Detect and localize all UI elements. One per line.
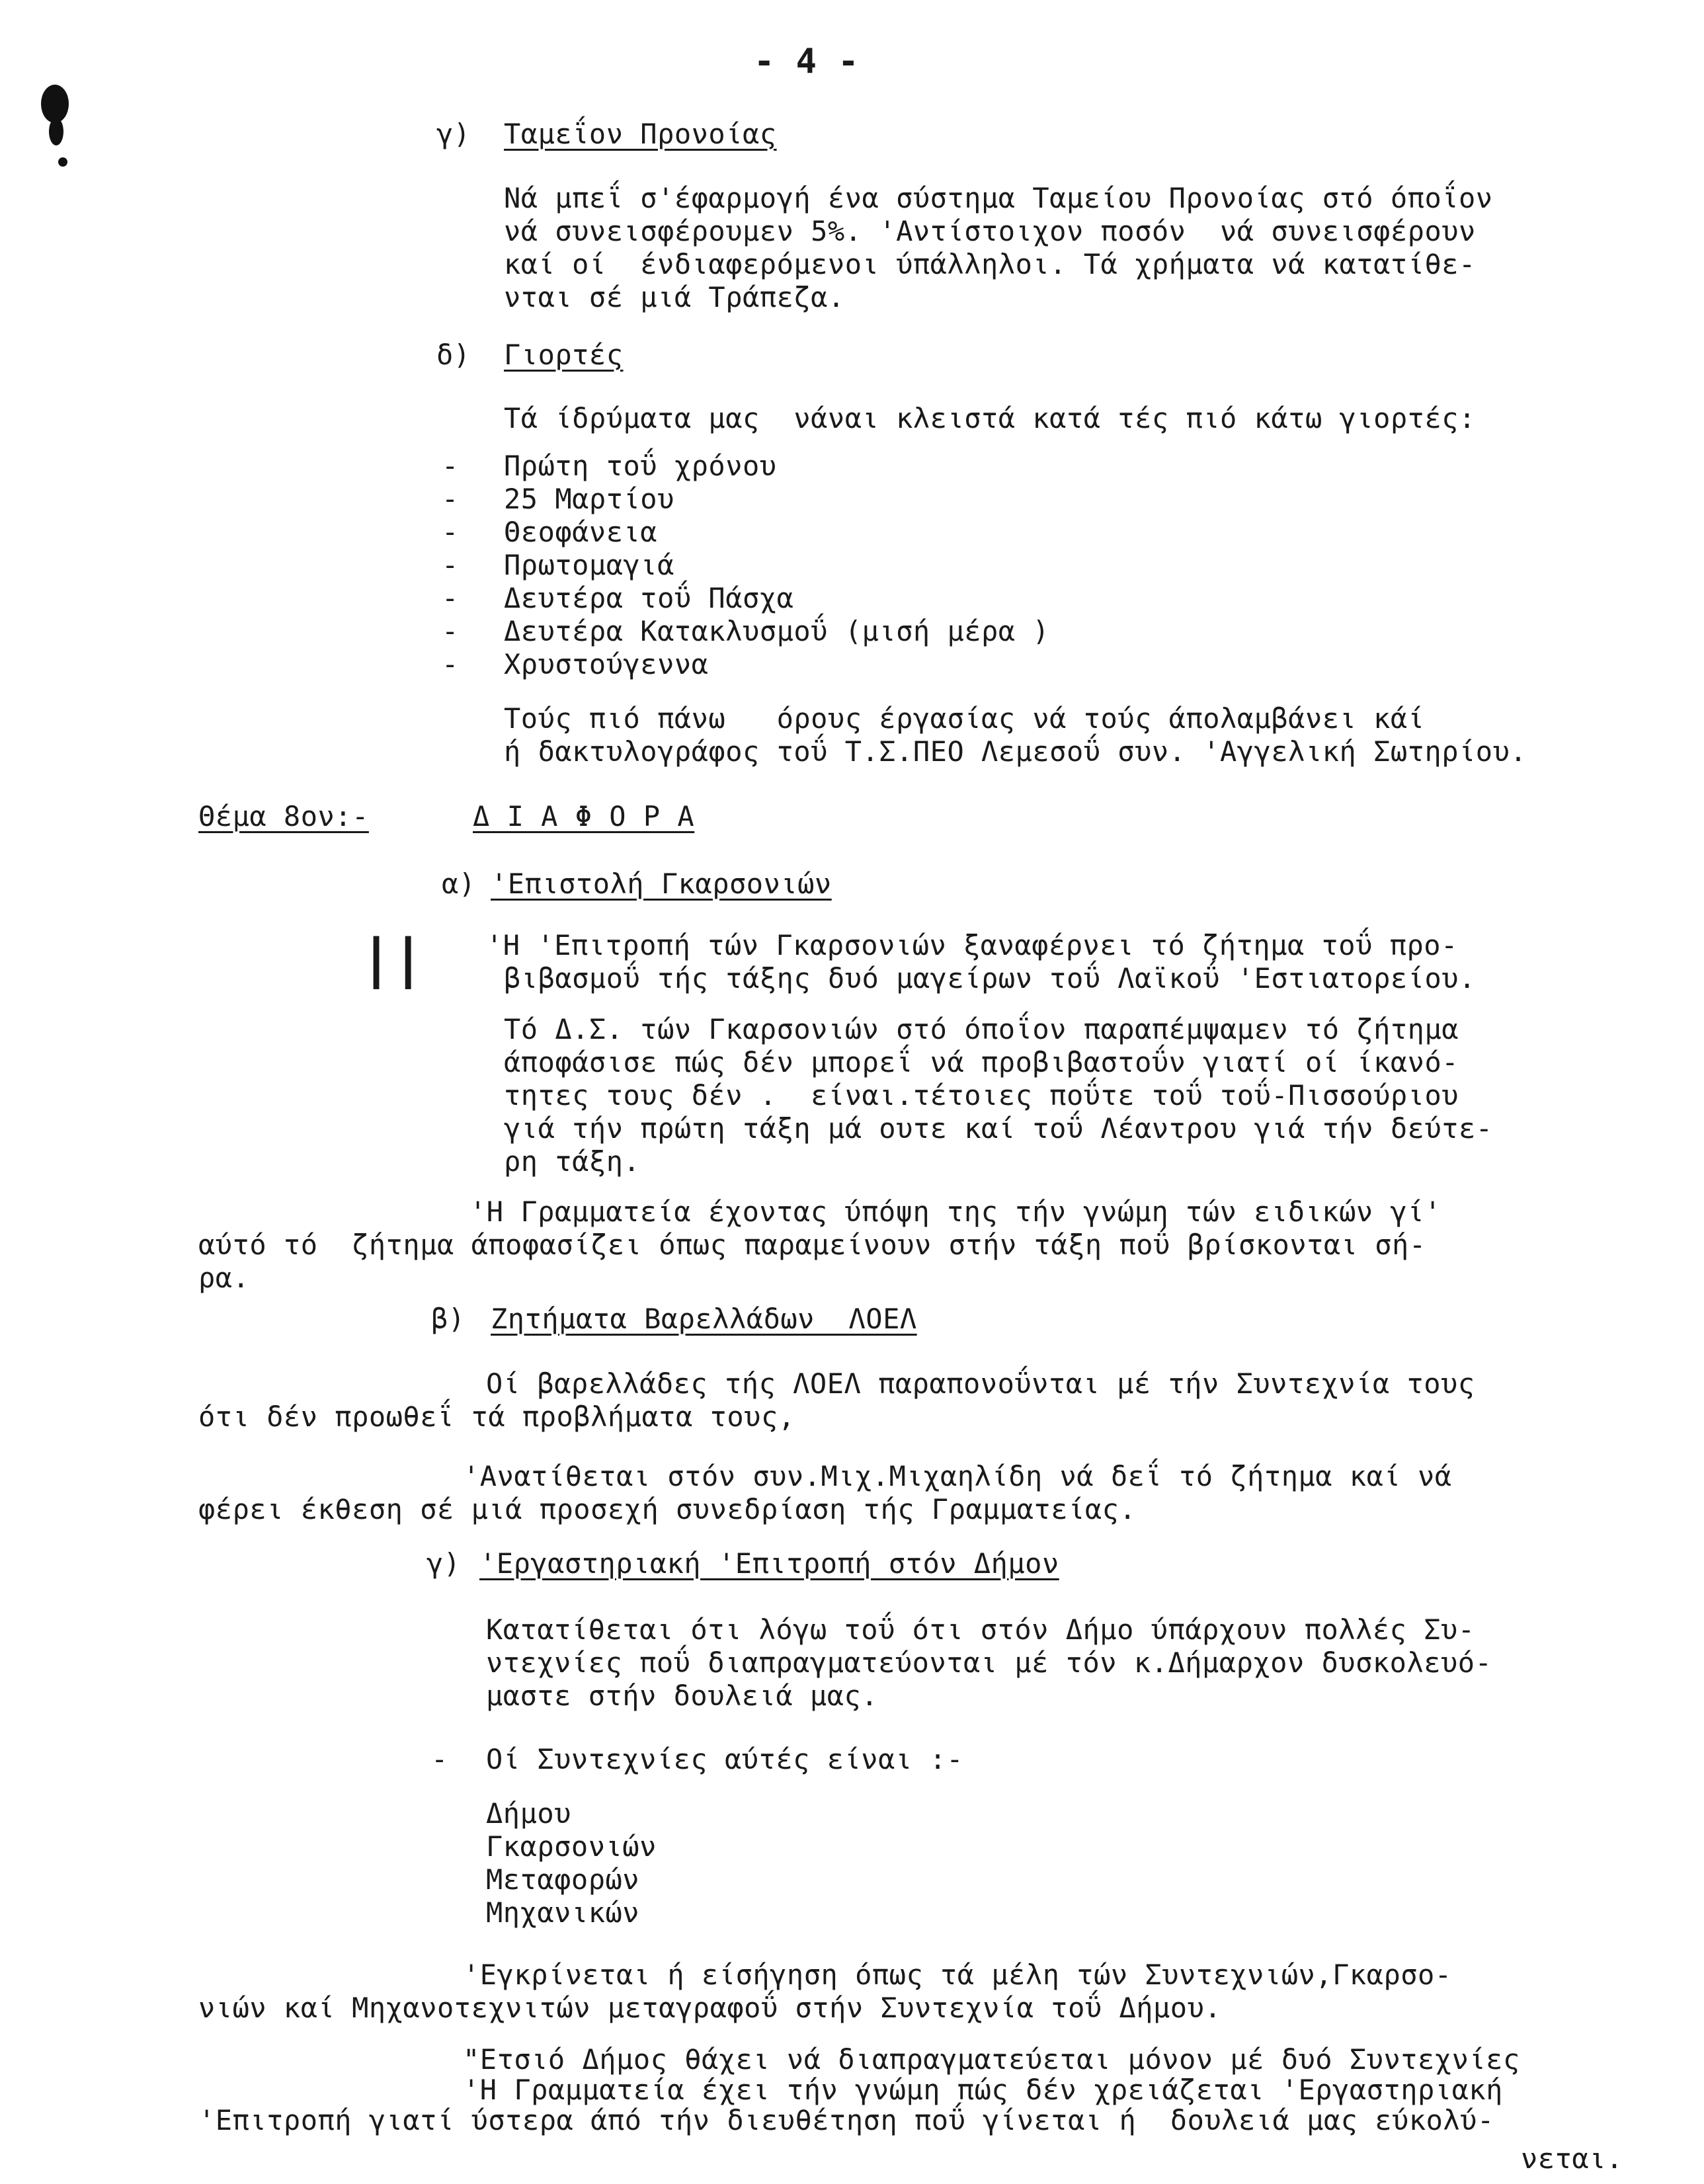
section-8b-letter: β) bbox=[431, 1303, 466, 1335]
holiday-item: Δευτέρα Κατακλυσμοΰ (μισή μέρα ) bbox=[504, 615, 1050, 647]
holiday-item: Θεοφάνεια bbox=[504, 516, 658, 548]
section-8c-para1: ντεχνίες ποΰ διαπραγματεύονται μέ τόν κ.Δήμαρχον δυσκολευό- bbox=[486, 1646, 1492, 1679]
section-8a-para2: Τό Δ.Σ. τών Γκαρσονιών στό όποΐον παραπέμψαμεν τό ζήτημα bbox=[504, 1013, 1459, 1045]
section-8b-para1: Οί βαρελλάδες τής ΛΟΕΛ παραπονοΰνται μέ τήν Συντεχνία τους bbox=[486, 1367, 1475, 1400]
section-8a-para1: 'Η 'Επιτροπή τών Γκαρσονιών ξαναφέρνει τό ζήτημα τοΰ προ- bbox=[486, 929, 1458, 961]
theme-label: Θέμα 8ον:- bbox=[198, 800, 369, 832]
section-8c-letter: γ) bbox=[426, 1547, 461, 1580]
section-8b-para2: 'Ανατίθεται στόν συν.Μιχ.Μιχαηλίδη νά δεΐ τό ζήτημα καί νά bbox=[463, 1460, 1452, 1492]
section-d-heading: Γιορτές bbox=[504, 339, 624, 371]
ink-blot bbox=[58, 157, 67, 167]
section-d-letter: δ) bbox=[436, 339, 471, 371]
holiday-item: Πρώτη τοΰ χρόνου bbox=[504, 450, 777, 482]
theme-title: Δ Ι Α Φ Ο Ρ Α bbox=[473, 800, 695, 832]
section-8a-para1: βιβασμοΰ τής τάξης δυό μαγείρων τοΰ Λαϊκοΰ 'Εστιατορείου. bbox=[504, 962, 1476, 994]
section-c-line: νά συνεισφέρουμεν 5%. 'Αντίστοιχον ποσόν νά συνεισφέρουν bbox=[504, 215, 1476, 247]
section-d-intro: Τά ίδρύματα μας νάναι κλειστά κατά τές πιό κάτω γιορτές: bbox=[504, 402, 1476, 434]
section-8c-para2: νιών καί Μηχανοτεχνιτών μεταγραφοΰ στήν Συντεχνία τοΰ Δήμου. bbox=[198, 1992, 1222, 2024]
section-c-heading: Ταμεΐον Προνοίας bbox=[504, 118, 777, 150]
margin-mark: || bbox=[360, 928, 425, 989]
section-8c-para3: 'Η Γραμματεία έχει τήν γνώμη πώς δέν χρειάζεται 'Εργαστηριακή bbox=[463, 2074, 1503, 2106]
holiday-item: Δευτέρα τοΰ Πάσχα bbox=[504, 582, 794, 614]
union-item: Γκαρσονιών bbox=[486, 1830, 657, 1863]
holiday-bullet: - bbox=[442, 648, 459, 680]
section-8c-para1: μαστε στήν δουλειά μας. bbox=[486, 1679, 879, 1712]
section-8c-para3: "Ετσιό Δήμος θάχει νά διαπραγματεύεται μόνον μέ δυό Συντεχνίες bbox=[463, 2043, 1520, 2076]
section-8a-para3: αύτό τό ζήτημα άποφασίζει όπως παραμείνουν στήν τάξη ποΰ βρίσκονται σή- bbox=[198, 1229, 1426, 1261]
holiday-bullet: - bbox=[442, 516, 459, 548]
holiday-bullet: - bbox=[442, 549, 459, 581]
section-8c-para3: 'Επιτροπή γιατί ύστερα άπό τήν διευθέτηση ποΰ γίνεται ή δουλειά μας εύκολύ- bbox=[198, 2104, 1494, 2136]
section-8a-para2: ρη τάξη. bbox=[504, 1145, 641, 1178]
section-8a-para2: γιά τήν πρώτη τάξη μά ουτε καί τοΰ Λέαντρου γιά τήν δεύτε- bbox=[504, 1112, 1493, 1145]
section-c-line: Νά μπεΐ σ'έφαρμογή ένα σύστημα Ταμείου Προνοίας στό όποΐον bbox=[504, 182, 1493, 214]
section-8b-heading: Ζητήματα Βαρελλάδων ΛΟΕΛ bbox=[491, 1303, 917, 1335]
holiday-item: 25 Μαρτίου bbox=[504, 483, 674, 515]
ink-blot bbox=[49, 118, 63, 145]
union-item: Δήμου bbox=[486, 1797, 571, 1830]
section-8a-para3: 'Η Γραμματεία έχοντας ύπόψη της τήν γνώμη τών ειδικών γί' bbox=[469, 1195, 1441, 1228]
section-8a-letter: α) bbox=[442, 868, 476, 900]
union-item: Μηχανικών bbox=[486, 1896, 640, 1929]
holiday-bullet: - bbox=[442, 582, 459, 614]
holiday-bullet: - bbox=[442, 450, 459, 482]
section-8a-para3: ρα. bbox=[198, 1262, 250, 1294]
holiday-bullet: - bbox=[442, 483, 459, 515]
section-c-letter: γ) bbox=[436, 118, 471, 150]
holiday-bullet: - bbox=[442, 615, 459, 647]
section-8b-para2: φέρει έκθεση σέ μιά προσεχή συνεδρίαση τής Γραμματείας. bbox=[198, 1493, 1137, 1525]
section-8c-heading: 'Εργαστηριακή 'Επιτροπή στόν Δήμον bbox=[479, 1547, 1059, 1580]
section-8a-para2: τητες τους δέν . είναι.τέτοιες ποΰτε τοΰ τοΰ-Πισσούριου bbox=[504, 1079, 1459, 1112]
section-8c-list-intro: Οί Συντεχνίες αύτές είναι :- bbox=[486, 1743, 964, 1775]
section-8c-para3: νεται. bbox=[1521, 2142, 1623, 2175]
section-8c-para1: Κατατίθεται ότι λόγω τοΰ ότι στόν Δήμο ύπάρχουν πολλές Συ- bbox=[486, 1613, 1475, 1646]
section-c-line: καί οί ένδιαφερόμενοι ύπάλληλοι. Τά χρήματα νά κατατίθε- bbox=[504, 248, 1476, 280]
page-number: - 4 - bbox=[754, 42, 860, 81]
section-d-closing: ή δακτυλογράφος τοΰ Τ.Σ.ΠΕΟ Λεμεσοΰ συν. 'Αγγελική Σωτηρίου. bbox=[504, 735, 1527, 768]
list-bullet: - bbox=[431, 1743, 448, 1775]
section-d-closing: Τούς πιό πάνω όρους έργασίας νά τούς άπολαμβάνει κάί bbox=[504, 702, 1425, 735]
holiday-item: Χρυστούγεννα bbox=[504, 648, 709, 680]
union-item: Μεταφορών bbox=[486, 1863, 640, 1896]
section-8a-heading: 'Επιστολή Γκαρσονιών bbox=[491, 868, 832, 900]
section-8b-para1: ότι δέν προωθεΐ τά προβλήματα τους, bbox=[198, 1400, 795, 1433]
holiday-item: Πρωτομαγιά bbox=[504, 549, 674, 581]
section-c-line: νται σέ μιά Τράπεζα. bbox=[504, 281, 845, 313]
section-8c-para2: 'Εγκρίνεται ή είσήγηση όπως τά μέλη τών Συντεχνιών,Γκαρσο- bbox=[463, 1959, 1452, 1991]
section-8a-para2: άποφάσισε πώς δέν μπορεΐ νά προβιβαστοΰν γιατί οί ίκανό- bbox=[504, 1046, 1459, 1078]
